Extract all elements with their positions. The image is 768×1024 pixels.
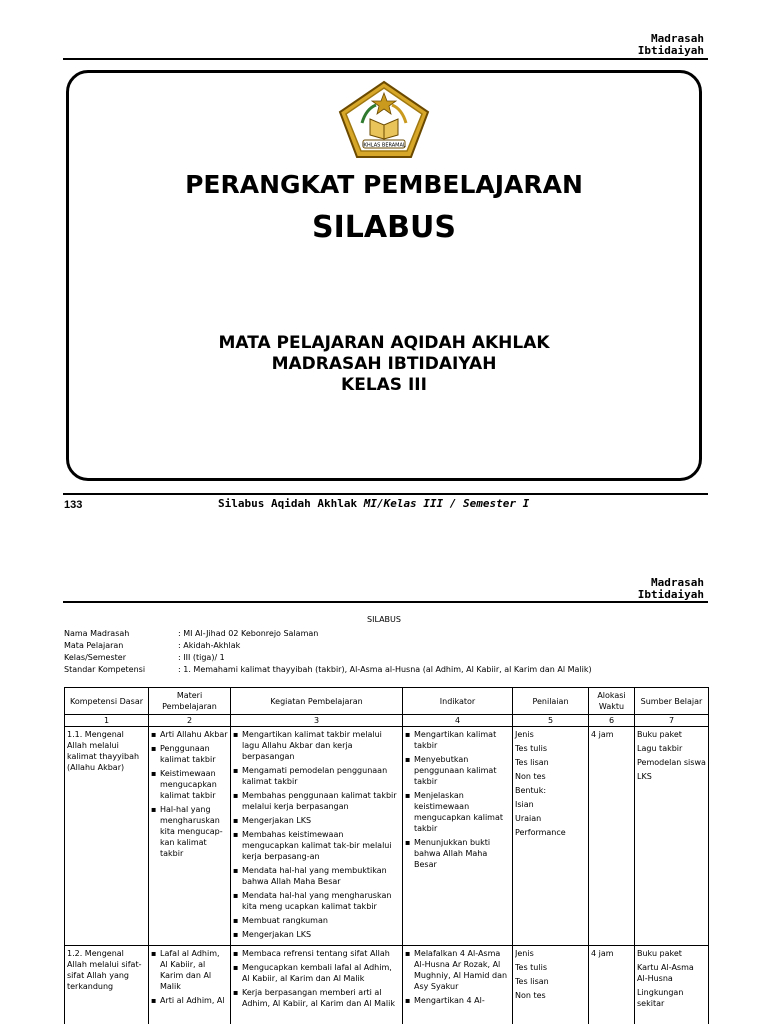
info-row	[64, 664, 592, 676]
list-item: Tes tulis	[515, 963, 547, 972]
penilaian-cell-content	[515, 729, 586, 838]
materi-cell-content	[151, 948, 228, 1024]
column-header: Materi Pembelajaran	[149, 688, 231, 715]
header-rule	[63, 58, 708, 60]
footer-caption-italic: MI/Kelas III / Semester I	[363, 497, 530, 510]
info-value: : Akidah-Akhlak	[178, 641, 241, 650]
list-item: Buku paket	[637, 730, 682, 739]
info-key: Nama Madrasah	[64, 629, 130, 638]
list-item: ▪ Mengartikan 4 Al-	[405, 995, 510, 1006]
ministry-emblem-logo	[336, 79, 432, 161]
list-item: Jenis	[515, 949, 534, 958]
syllabus-info	[64, 628, 592, 676]
list-item: ▪ Membahas keistimewaan mengucapkan kalimat tak-bir melalui kerja berpasang-an	[233, 829, 400, 862]
column-header: Kompetensi Dasar	[65, 688, 149, 715]
list-item: Tes tulis	[515, 744, 547, 753]
header-line-1: Madrasah	[651, 32, 704, 45]
list-item: Kartu Al-Asma Al-Husna	[637, 963, 694, 983]
sumber-belajar-cell-content	[637, 729, 706, 782]
list-item: Non tes	[515, 772, 546, 781]
alokasi-waktu-cell	[589, 727, 635, 946]
list-item: ▪ Menyebutkan penggunaan kalimat takbir	[405, 754, 510, 787]
list-item: Lingkungan sekitar	[637, 988, 684, 1008]
info-value: : III (tiga)/ 1	[178, 653, 225, 662]
header-line-2: Ibtidaiyah	[637, 44, 704, 57]
list-item: Lagu takbir	[637, 744, 683, 753]
kegiatan-cell-list	[233, 948, 400, 1009]
info-row	[64, 652, 592, 664]
sumber-belajar-cell	[635, 727, 709, 946]
list-item: ▪ Hal-hal yang mengharuskan kita mengucap-kan kalimat takbir	[151, 804, 228, 859]
kegiatan-cell-content	[233, 948, 400, 1024]
syllabus-table	[64, 687, 709, 1024]
page-number: 133	[64, 499, 83, 511]
list-item: ▪ Menunjukkan bukti bahwa Allah Maha Besar	[405, 837, 510, 870]
penilaian-cell	[513, 946, 589, 1024]
table-row	[65, 727, 709, 946]
materi-cell-content	[151, 729, 228, 859]
column-number: 4	[403, 715, 513, 727]
column-number: 6	[589, 715, 635, 727]
penilaian-cell-content	[515, 948, 586, 1024]
list-item: ▪ Membaca refrensi tentang sifat Allah	[233, 948, 400, 959]
materi-cell	[149, 727, 231, 946]
indikator-cell	[403, 946, 513, 1024]
column-number: 3	[231, 715, 403, 727]
list-item: Jenis	[515, 730, 534, 739]
list-item: ▪ Mengartikan kalimat takbir	[405, 729, 510, 751]
header-rule-2	[63, 601, 708, 603]
list-item: ▪ Lafal al Adhim, Al Kabiir, al Karim dan Al Malik	[151, 948, 228, 992]
list-item: ▪ Mengerjakan LKS	[233, 929, 400, 940]
info-key: Standar Kompetensi	[64, 665, 146, 674]
list-item: Bentuk:	[515, 786, 547, 795]
column-header: Alokasi Waktu	[589, 688, 635, 715]
column-header: Indikator	[403, 688, 513, 715]
list-item: Performance	[515, 828, 566, 837]
column-header: Kegiatan Pembelajaran	[231, 688, 403, 715]
column-header: Sumber Belajar	[635, 688, 709, 715]
footer-rule	[63, 493, 708, 495]
sumber-belajar-cell-list	[637, 948, 706, 1009]
footer-caption	[218, 497, 529, 510]
kegiatan-cell-content	[233, 729, 400, 940]
list-item: ▪ Keistimewaan mengucapkan kalimat takbir	[151, 768, 228, 801]
materi-cell-list	[151, 729, 228, 859]
table-header-row	[65, 688, 709, 715]
cover-frame	[66, 70, 702, 481]
column-number: 1	[65, 715, 149, 727]
kompetensi-dasar-cell	[65, 946, 149, 1024]
list-item: ▪ Kerja berpasangan memberi arti al Adhim, Al Kabiir, al Karim dan Al Malik	[233, 987, 400, 1009]
list-item: ▪ Mendata hal-hal yang mengharuskan kita meng ucapkan kalimat takbir	[233, 890, 400, 912]
kompetensi-dasar-cell-text: 1.2. Mengenal Allah melalui sifat-sifat Allah yang terkandung	[67, 949, 142, 991]
alokasi-waktu-cell-text: 4 jam	[591, 730, 614, 739]
info-row	[64, 640, 592, 652]
list-item: ▪ Mendata hal-hal yang membuktikan bahwa Allah Maha Besar	[233, 865, 400, 887]
info-key: Mata Pelajaran	[64, 641, 124, 650]
column-number: 5	[513, 715, 589, 727]
penilaian-cell	[513, 727, 589, 946]
list-item: Pemodelan siswa	[637, 758, 706, 767]
syllabus-title: SILABUS	[367, 615, 401, 624]
list-item: ▪ Membahas penggunaan kalimat takbir melalui kerja berpasangan	[233, 790, 400, 812]
table-number-row	[65, 715, 709, 727]
indikator-cell-list	[405, 729, 510, 870]
list-item: Non tes	[515, 991, 546, 1000]
list-item: Isian	[515, 800, 534, 809]
info-value: : MI Al-Jihad 02 Kebonrejo Salaman	[178, 629, 319, 638]
header2-line-1: Madrasah	[651, 576, 704, 589]
list-item: Tes lisan	[515, 758, 549, 767]
emblem-motto: IKHLAS BERAMAL	[362, 142, 406, 149]
list-item: ▪ Mengerjakan LKS	[233, 815, 400, 826]
list-item: ▪ Arti al Adhim, Al	[151, 995, 228, 1006]
column-number: 7	[635, 715, 709, 727]
cover-class-line: KELAS III	[341, 375, 427, 395]
penilaian-cell-list	[515, 729, 586, 838]
info-key: Kelas/Semester	[64, 653, 126, 662]
list-item: ▪ Menjelaskan keistimewaan mengucapkan kalimat takbir	[405, 790, 510, 834]
table-row	[65, 946, 709, 1024]
list-item: ▪ Penggunaan kalimat takbir	[151, 743, 228, 765]
list-item: Buku paket	[637, 949, 682, 958]
list-item: ▪ Mengartikan kalimat takbir melalui lagu Allahu Akbar dan kerja berpasangan	[233, 729, 400, 762]
column-header: Penilaian	[513, 688, 589, 715]
list-item: ▪ Melafalkan 4 Al-Asma Al-Husna Ar Rozak, Al Mughniy, Al Hamid dan Asy Syakur	[405, 948, 510, 992]
list-item: ▪ Membuat rangkuman	[233, 915, 400, 926]
list-item: Uraian	[515, 814, 542, 823]
alokasi-waktu-cell-text: 4 jam	[591, 949, 614, 958]
list-item: Tes lisan	[515, 977, 549, 986]
sumber-belajar-cell	[635, 946, 709, 1024]
indikator-cell	[403, 727, 513, 946]
indikator-cell-content	[405, 729, 510, 870]
cover-school-line: MADRASAH IBTIDAIYAH	[271, 354, 497, 374]
column-number: 2	[149, 715, 231, 727]
kegiatan-cell	[231, 727, 403, 946]
page-header-2	[638, 577, 704, 601]
materi-cell	[149, 946, 231, 1024]
cover-title: PERANGKAT PEMBELAJARAN	[185, 170, 583, 199]
indikator-cell-content	[405, 948, 510, 1024]
list-item: ▪ Mengucapkan kembali lafal al Adhim, Al Kabiir, al Karim dan Al Malik	[233, 962, 400, 984]
info-row	[64, 628, 592, 640]
info-value: : 1. Memahami kalimat thayyibah (takbir), Al-Asma al-Husna (al Adhim, Al Kabiir, al Karim dan Al Malik)	[178, 665, 592, 674]
list-item: ▪ Arti Allahu Akbar	[151, 729, 228, 740]
footer-caption-regular: Silabus Aqidah Akhlak	[218, 497, 364, 510]
kegiatan-cell-list	[233, 729, 400, 940]
page-header	[638, 33, 704, 57]
alokasi-waktu-cell	[589, 946, 635, 1024]
indikator-cell-list	[405, 948, 510, 1006]
materi-cell-list	[151, 948, 228, 1006]
kegiatan-cell	[231, 946, 403, 1024]
list-item: LKS	[637, 772, 652, 781]
list-item: ▪ Mengamati pemodelan penggunaan kalimat takbir	[233, 765, 400, 787]
sumber-belajar-cell-list	[637, 729, 706, 782]
kompetensi-dasar-cell	[65, 727, 149, 946]
cover-subtitle: SILABUS	[312, 210, 456, 245]
cover-subject-block	[69, 333, 699, 396]
header2-line-2: Ibtidaiyah	[637, 588, 704, 601]
penilaian-cell-list	[515, 948, 586, 1001]
kompetensi-dasar-cell-text: 1.1. Mengenal Allah melalui kalimat thayyibah (Allahu Akbar)	[67, 730, 140, 772]
sumber-belajar-cell-content	[637, 948, 706, 1024]
cover-subject-line: MATA PELAJARAN AQIDAH AKHLAK	[218, 333, 550, 353]
